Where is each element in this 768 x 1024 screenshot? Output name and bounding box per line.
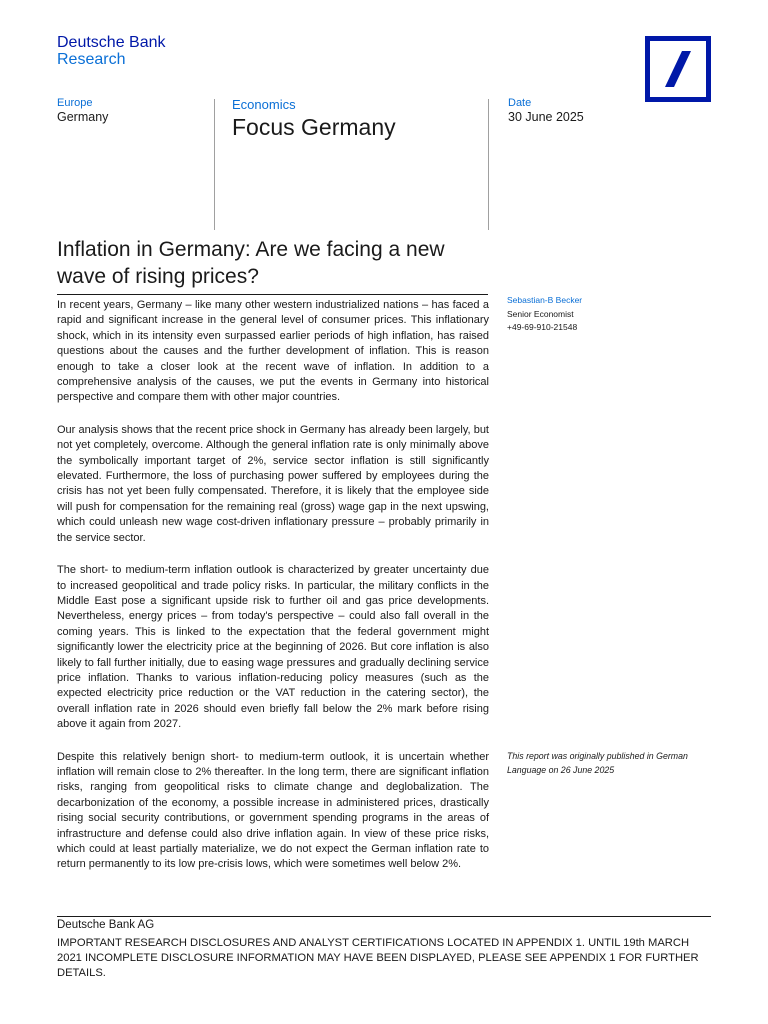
deutsche-bank-logo-icon (645, 36, 711, 102)
body-paragraph: Despite this relatively benign short- to medium-term outlook, it is uncertain whether inflation will remain close to 2% thereafter. In the long term, there are significant inflation risks, ranging from geopolitical risks to climate change and deglobalization. The decarbonization of the economy, a possible increase in administered prices, drastically rising social security contributions, or government spending programs in the areas of infrastructure and defense could also drive inflation again. In view of these price risks, which could at least partially materialize, we do not expect the German inflation rate to return permanently to its low pre-crisis lows, which were sometimes well below 2%. (57, 750, 489, 871)
date-value: 30 June 2025 (508, 110, 584, 124)
author-name[interactable]: Sebastian-B Becker (507, 295, 583, 305)
headline-rule (57, 294, 488, 295)
body-paragraph: Our analysis shows that the recent price shock in Germany has already been largely, but not yet completely, overcome. Although the general inflation rate is only minimally above the symbolically important target of 2%, service sector inflation is still significantly elevated. Furthermore, the loss of purchasing power suffered by employees during the crisis has not yet been fully compensated. Therefore, it is likely that the employee side will push for compensation for the remaining real (gross) wage gap in the next upswing, which could unleash new wage cost-driven inflationary pressure – probably primarily in the service sector. (57, 423, 489, 544)
series-label: Economics (232, 97, 296, 112)
publication-note: This report was originally published in German Language on 26 June 2025 (507, 751, 688, 775)
header-divider (488, 99, 489, 230)
footer-disclosure: IMPORTANT RESEARCH DISCLOSURES AND ANALYST CERTIFICATIONS LOCATED IN APPENDIX 1. UNTIL 19th MARCH 2021 INCOMPLETE DISCLOSURE INFORMATION MAY HAVE BEEN DISPLAYED, PLEASE SEE APPENDIX 1 FOR FURTHER DETAILS. (57, 937, 699, 979)
brand-line-1: Deutsche Bank (57, 34, 166, 51)
region-value: Germany (57, 110, 109, 124)
report-body (57, 298, 489, 890)
report-headline: Inflation in Germany: Are we facing a new wave of rising prices? (57, 238, 445, 288)
brand-wordmark (57, 34, 166, 68)
body-paragraph: The short- to medium-term inflation outlook is characterized by greater uncertainty due to increased geopolitical and trade policy risks. In particular, the military conflicts in the Middle East pose a significant upside risk to further oil and gas price developments. Nevertheless, energy prices – from today's perspective – could also fall overall in the coming years. This is linked to the expectation that the federal government might significantly lower the electricity price at the beginning of 2026. But core inflation is also likely to fall further initially, due to easing wage pressures and gradually declining service price inflation. Thanks to various inflation-reducing policy measures (such as the expected electricity price reduction or the VAT reduction in the catering sector), the overall inflation rate in 2026 should even briefly fall below the 2% mark before rising above it again from 2027. (57, 564, 489, 731)
header-divider (214, 99, 215, 230)
author-phone: +49-69-910-21548 (507, 322, 578, 333)
series-title: Focus Germany (232, 114, 396, 140)
author-block (507, 294, 582, 335)
footer-rule (57, 916, 711, 917)
region-label: Europe (57, 97, 93, 109)
date-label: Date (508, 97, 532, 109)
body-paragraph: In recent years, Germany – like many other western industrialized nations – has faced a rapid and significant increase in the general level of consumer prices. This inflationary shock, which in its intensity even surpassed earlier periods of high inflation, has raised questions about the causes and the further development of inflation. This is reason enough to take a closer look at the recent wave of inflation. In addition to a comprehensive analysis of the causes, we put the events in Germany into historical perspective and compare them with other major countries. (57, 299, 489, 404)
footer-company: Deutsche Bank AG (57, 919, 155, 931)
author-role: Senior Economist (507, 308, 574, 319)
brand-line-2: Research (57, 51, 126, 68)
